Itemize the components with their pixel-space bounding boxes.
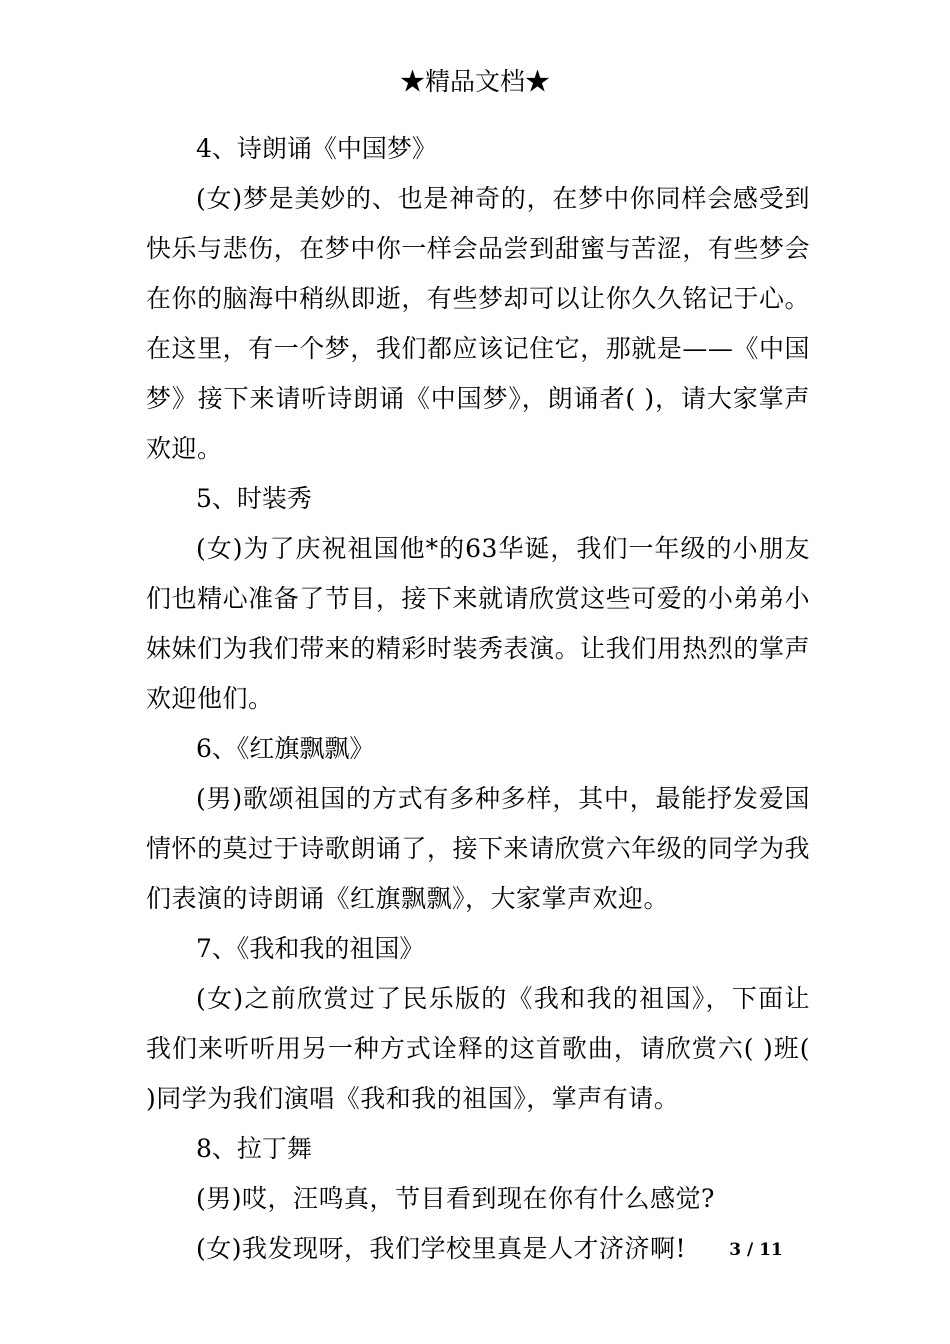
page-header-title: ★精品文档★	[399, 67, 550, 96]
page-number: 3 / 11	[729, 1240, 783, 1260]
paragraph-chinese-dream: (女)梦是美妙的、也是神奇的，在梦中你同样会感受到快乐与悲伤，在梦中你一样会品尝到甜蜜与苦涩，有些梦会在你的脑海中稍纵即逝，有些梦却可以让你久久铭记于心。在这里，有一个梦，我们都应该记住它，那就是——《中国梦》接下来请听诗朗诵《中国梦》，朗诵者( )，请大家掌声欢迎。	[146, 184, 810, 463]
section-heading-8: 8、拉丁舞	[196, 1134, 312, 1163]
paragraph-dialogue-female: (女)我发现呀，我们学校里真是人才济济啊!	[196, 1234, 687, 1263]
section-heading-6: 6、《红旗飘飘》	[196, 734, 375, 763]
paragraph-fashion-show: (女)为了庆祝祖国他*的63华诞，我们一年级的小朋友们也精心准备了节目，接下来就请欣赏这些可爱的小弟弟小妹妹们为我们带来的精彩时装秀表演。让我们用热烈的掌声欢迎他们。	[146, 534, 810, 713]
section-heading-7: 7、《我和我的祖国》	[196, 934, 425, 963]
paragraph-red-flag: (男)歌颂祖国的方式有多种多样，其中，最能抒发爱国情怀的莫过于诗歌朗诵了，接下来请欣赏六年级的同学为我们表演的诗朗诵《红旗飘飘》，大家掌声欢迎。	[146, 784, 810, 913]
document-body	[146, 124, 810, 1274]
paragraph-my-motherland: (女)之前欣赏过了民乐版的《我和我的祖国》，下面让我们来听听用另一种方式诠释的这首歌曲，请欣赏六( )班( )同学为我们演唱《我和我的祖国》，掌声有请。	[146, 984, 810, 1113]
paragraph-dialogue-male: (男)哎，汪鸣真，节目看到现在你有什么感觉?	[196, 1184, 715, 1213]
section-heading-4: 4、诗朗诵《中国梦》	[196, 134, 437, 163]
section-heading-5: 5、时装秀	[196, 484, 312, 513]
